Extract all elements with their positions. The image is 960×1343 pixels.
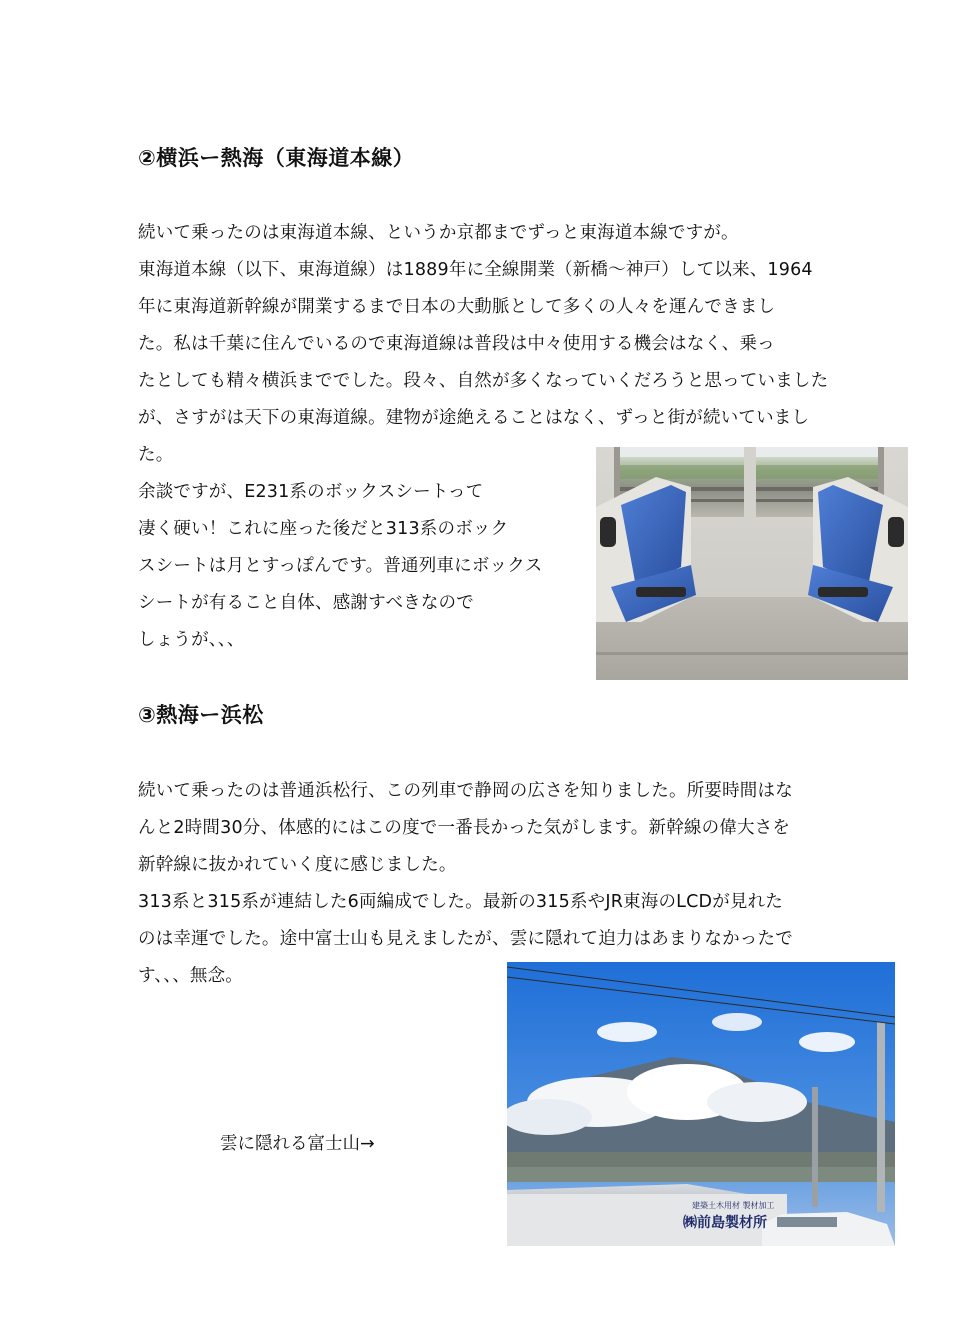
paragraph-line: 続いて乗ったのは東海道本線、というか京都までずっと東海道本線ですが。	[138, 223, 739, 243]
box-seat-photo	[596, 447, 908, 680]
paragraph-line: のは幸運でした。途中富士山も見えましたが、雲に隠れて迫力はあまりなかったで	[138, 929, 793, 949]
paragraph-line: しょうが、、、	[138, 630, 245, 650]
paragraph-line: 313系と315系が連結した6両編成でした。最新の315系やJR東海のLCDが見れた	[138, 892, 784, 912]
paragraph-line: スシートは月とすっぽんです。普通列車にボックス	[138, 556, 543, 576]
paragraph-line: たとしても精々横浜まででした。段々、自然が多くなっていくだろうと思っていました	[138, 371, 829, 391]
paragraph-line: 続いて乗ったのは普通浜松行、この列車で静岡の広さを知りました。所要時間はな	[138, 781, 793, 801]
paragraph-line: んと2時間30分、体感的にはこの度で一番長かった気がします。新幹線の偉大さを	[138, 818, 791, 838]
paragraph-line: た。	[138, 445, 174, 465]
paragraph-line: 東海道本線（以下、東海道線）は1889年に全線開業（新橋〜神戸）して以来、1964	[138, 260, 813, 280]
photo-caption: 雲に隠れる富士山→	[220, 1134, 375, 1154]
paragraph-line: シートが有ること自体、感謝すべきなので	[138, 593, 474, 613]
section-heading-yokohama-atami: ②横浜ー熱海（東海道本線）	[138, 146, 415, 170]
paragraph-line: す、、、無念。	[138, 966, 243, 986]
building-sign-small: 建築土木用材 製材加工	[692, 1201, 775, 1210]
paragraph-line: 凄く硬い！これに座った後だと313系のボック	[138, 519, 509, 539]
section-heading-atami-hamamatsu: ③熱海ー浜松	[138, 703, 264, 727]
paragraph-line: 年に東海道新幹線が開業するまで日本の大動脈として多くの人々を運んできまし	[138, 297, 776, 317]
paragraph-line: た。私は千葉に住んでいるので東海道線は普段は中々使用する機会はなく、乗っ	[138, 334, 775, 354]
paragraph-line: が、さすがは天下の東海道線。建物が途絶えることはなく、ずっと街が続いていまし	[138, 408, 810, 428]
building-sign: ㈱前島製材所	[683, 1215, 767, 1231]
mt-fuji-photo	[507, 962, 895, 1246]
paragraph-line: 余談ですが、E231系のボックスシートって	[138, 482, 484, 502]
paragraph-line: 新幹線に抜かれていく度に感じました。	[138, 855, 457, 875]
